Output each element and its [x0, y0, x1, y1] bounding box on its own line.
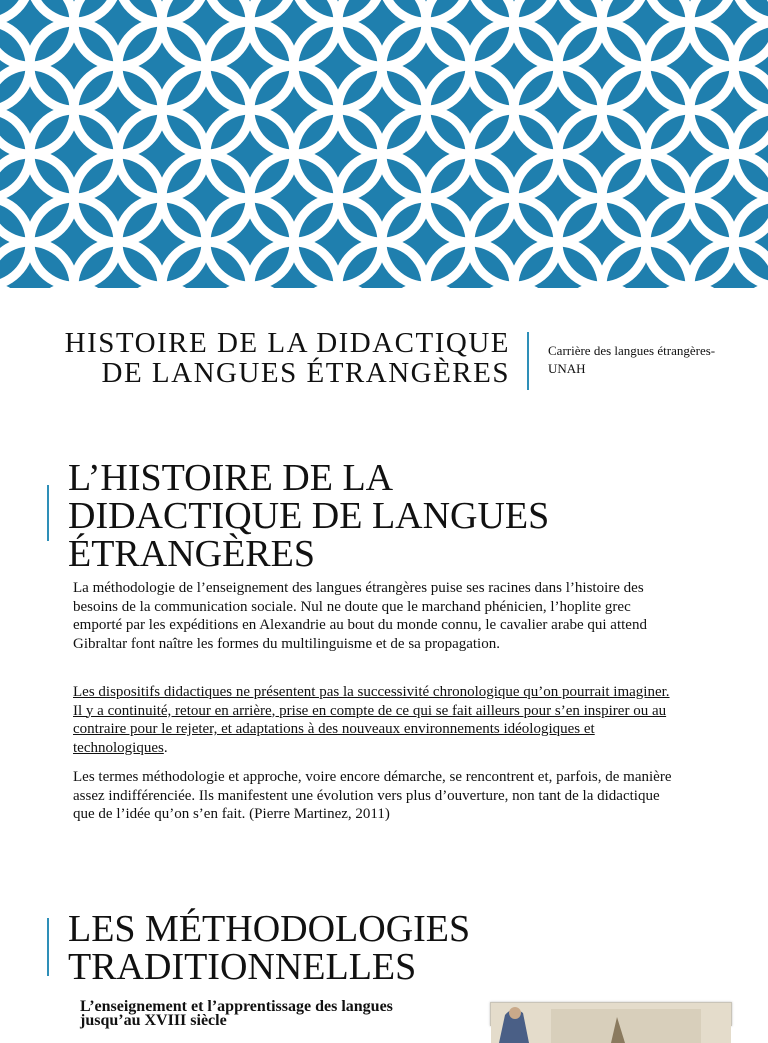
illustration-thumbnail [490, 1002, 732, 1026]
circle-lattice-pattern [0, 0, 768, 288]
patterned-banner [0, 0, 768, 288]
heading-line-2: TRADITIONNELLES [68, 946, 417, 988]
heading-line-3: ÉTRANGÈRES [68, 533, 315, 575]
paragraph-dispositifs [73, 683, 673, 757]
paragraph-terms: Les termes méthodologie et approche, voire encore démarche, se rencontrent et, parfois, de manière assez indifférenciée. Ils manifestent une évolution vers plus d’ouverture, non tant de la didactique que de l’idée qu’on s’en fait. (Pierre Martinez, 2011) [73, 769, 672, 822]
sub-heading: L’enseignement et l’apprentissage des langues [80, 998, 393, 1015]
heading-line-1: LES MÉTHODOLOGIES [68, 908, 471, 950]
heading-line-1: L’HISTOIRE DE LA [68, 457, 394, 499]
subtitle-line-1: Carrière des langues étrangères- [548, 343, 716, 358]
underlined-phrase-1: Les dispositifs didactiques ne présentent pas la successivité chronologique qu’on pourrait imaginer. [73, 684, 670, 700]
heading-line-2: DIDACTIQUE DE LANGUES [68, 495, 550, 537]
presentation-title [65, 328, 510, 388]
illustration-image [491, 1003, 731, 1043]
paragraph-origins: La méthodologie de l’enseignement des langues étrangères puise ses racines dans l’histoire des besoins de la communication sociale. Nul ne doute que le marchand phénicien, l’hoplite grec emporté par les expéditions en Alexandrie au bout du monde connu, le cavalier arabe qui attend Gibraltar font naître les formes du multilinguisme et de sa propagation. [73, 580, 647, 652]
section-heading [68, 459, 549, 573]
section-accent-bar [47, 485, 49, 541]
title-line-2: DE LANGUES ÉTRANGÈRES [101, 357, 510, 389]
section-accent-bar [47, 918, 49, 976]
paragraph-period: . [163, 739, 168, 756]
title-divider [527, 332, 529, 390]
sub-heading-cut [80, 1012, 227, 1029]
slide-methodologies [0, 884, 768, 1029]
presentation-subtitle [548, 342, 748, 378]
slide-histoire [0, 455, 768, 855]
title-line-1: HISTOIRE DE LA DIDACTIQUE [64, 327, 510, 359]
sub-heading-cut-text: jusqu’au XVIII siècle [80, 1012, 227, 1029]
title-slide [0, 288, 768, 418]
subtitle-line-2: UNAH [548, 361, 586, 376]
section-heading [68, 910, 470, 986]
underlined-phrase-2: Il y a continuité, retour en arrière, prise en compte de ce qui se fait ailleurs pour s’en inspirer ou au contraire pour le rejeter, et adaptations à des nouveaux environnements idéologiques et technologiques [73, 702, 667, 756]
